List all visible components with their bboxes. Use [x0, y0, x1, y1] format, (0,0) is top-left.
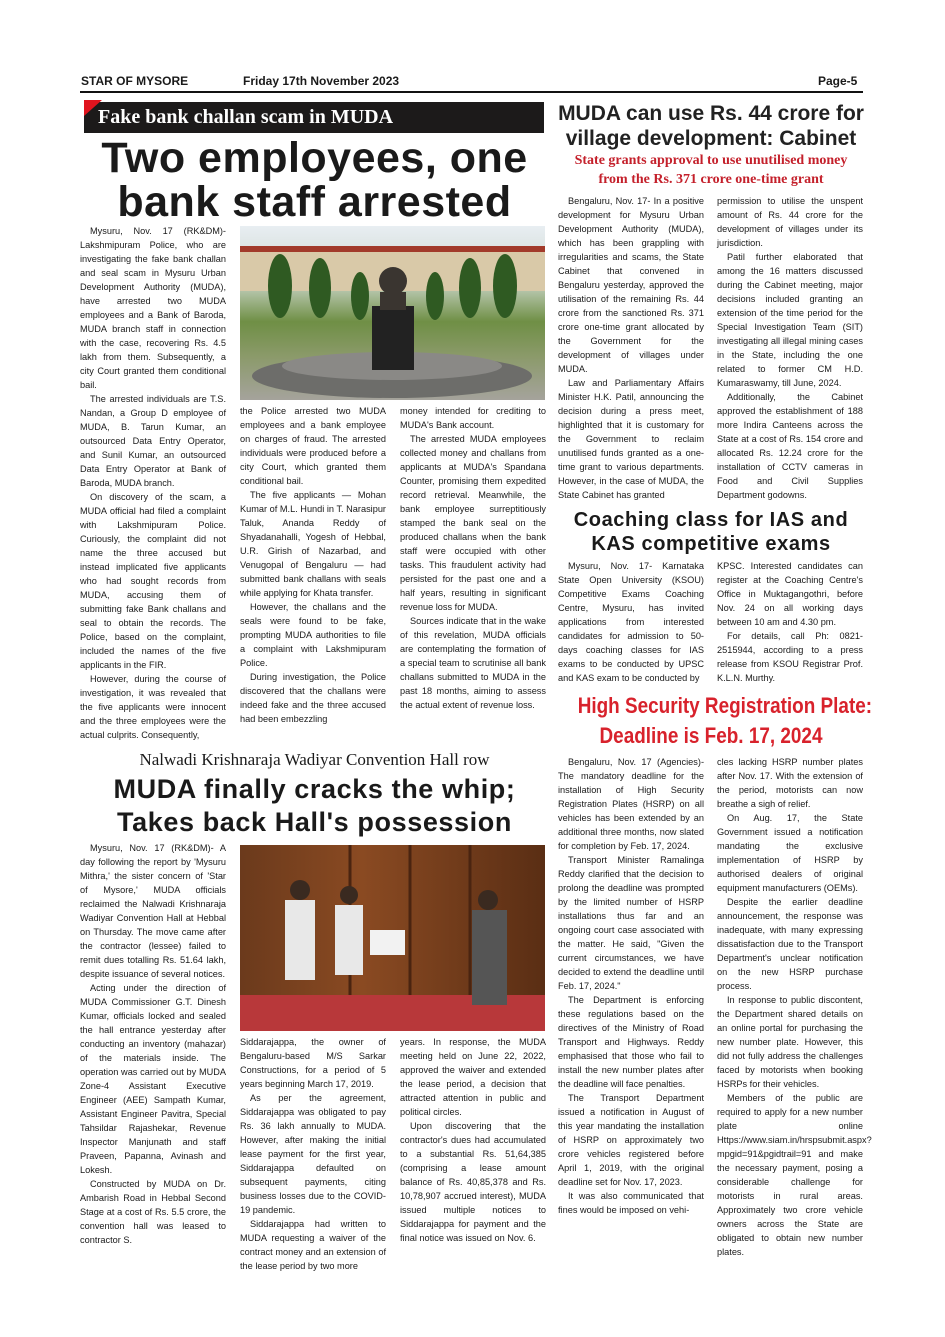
article5-col1 [80, 841, 226, 1265]
article3-col1 [558, 559, 704, 685]
paragraph: The Department is enforcing these regulations based on the directives of the Ministry of Road Transport and Highways. Reddy emphasised that those who fail to install the new number plates after the deadline will face penalties. [558, 995, 704, 1089]
header-rule [80, 91, 863, 93]
article1-headline-line1: Two employees, one [101, 134, 528, 182]
paragraph: Patil further elaborated that among the 16 matters discussed during the Cabinet meeting, major decisions included granting an extension of the time period for the Special Investigation Team (SIT) investigating all illegal mining cases in the State, including the one related to former CM H.D. Kumaraswamy, till June, 2024. [717, 252, 863, 388]
paragraph: money intended for crediting to MUDA's Bank account. [400, 406, 546, 430]
article5-headline-line1: MUDA finally cracks the whip; [113, 774, 516, 804]
article4-col2 [717, 755, 872, 1265]
article4-headline-line2: Deadline is Feb. 17, 2024 [599, 723, 823, 748]
red-corner-mark [84, 100, 102, 116]
article3-headline-line1: Coaching class for IAS and [573, 509, 849, 531]
paragraph: However, the challans and the seals were found to be fake, prompting MUDA authorities to file a complaint with Lakshmipuram Police. [240, 602, 386, 668]
page-number: Page-5 [818, 74, 858, 88]
photo-hall-sealing-graphic [240, 845, 545, 1031]
paragraph: Upon discovering that the contractor's dues had accumulated to a substantial Rs. 51,64,385 (comprising a lease amount balance of Rs. 40,85,378 and Rs. 10,78,907 accrued interest), MUDA issued multiple notices to Siddarajappa for payment and the final notice was issued on Nov. 6. [400, 1121, 546, 1243]
paragraph: Siddarajappa had written to MUDA requesting a waiver of the contract money and an extension of the lease period by two more [240, 1219, 386, 1271]
paragraph: The Transport Department issued a notification in August of this year mandating the installation of HSRP on approximately two crore vehicles registered before April 1, 2019, with the original deadline set for Nov. 17, 2023. [558, 1093, 704, 1187]
photo-muda-office-statue [240, 226, 545, 400]
paragraph: The arrested individuals are T.S. Nandan, a Group D employee of MUDA, B. Tarun Kumar, an outsourced Data Entry Operator, and Sunil Kumar, an outsourced Data Entry Operator at Bank of Baroda, MUDA branch. [80, 394, 226, 488]
article1-headline-line2: bank staff arrested [117, 178, 512, 226]
paragraph: Mysuru, Nov. 17- Karnataka State Open University (KSOU) Competitive Exams Coaching Centre, Mysuru, has invited applications from interested candidates for admission to 50-days coaching classes for IAS exams to be conducted by UPSC and KAS exam to be conducted by [558, 561, 704, 683]
paragraph: the Police arrested two MUDA employees and a bank employee on charges of fraud. The arrested individuals were produced before a city Court, which granted them conditional bail. [240, 406, 386, 486]
paragraph: Bengaluru, Nov. 17- In a positive development for Mysuru Urban Development Authority (MUDA), which has been grappling with irregularities and scams, the State Cabinet that convened in Bengaluru yesterday, approved the utilisation of the remaining Rs. 44 crore from the sanctioned Rs. 371 crore one-time grant allocated by the Government for the development of villages under MUDA. [558, 196, 704, 374]
paragraph: The five applicants — Mohan Kumar of M.L. Hundi in T. Narasipur Taluk, Ananda Reddy of Shyadanahalli, Yogesh of Hebbal, U.R. Girish of Nazarbad, and Venugopal of Bengaluru — had submitted bank challans with seals while applying for Khata transfer. [240, 490, 386, 598]
article2-headline-line2: village development: Cabinet [565, 127, 857, 150]
newspaper-name: STAR OF MYSORE [81, 74, 189, 88]
paragraph: On Aug. 17, the State Government issued a notification mandating the exclusive implementation of HSRP by authorised dealers of original equipment manufacturers (OEMs). [717, 813, 863, 893]
photo-hall-sealing [240, 845, 545, 1031]
article2-col2 [717, 194, 863, 504]
paragraph: The arrested MUDA employees collected money and challans from applicants at MUDA's Spandana Counter, promising them expedited record retrieval. Meanwhile, the bank employee surreptitiously stamped the bank seal on the produced challans when the bank staff were occupied with other tasks. This fraudulent activity had persisted for the past one and a half years, resulting in significant revenue loss for MUDA. [400, 434, 546, 612]
paragraph: years. In response, the MUDA meeting held on June 22, 2022, approved the waiver and extended the lease period, a decision that attracted attention in public and political circles. [400, 1037, 546, 1117]
paragraph: Acting under the direction of MUDA Commissioner G.T. Dinesh Kumar, officials locked and sealed the hall entrance yesterday after conducting an inventory (mahazar) of the materials inside. The operation was carried out by MUDA Zone-4 Assistant Executive Engineer (AEE) Sampath Kumar, Assistant Engineer Pavitra, Special Tahsildar Rajashekar, Revenue Inspector Manjunath and staff Praveen, Papanna, Avinash and Lokesh. [80, 983, 226, 1175]
paragraph: In response to public discontent, the Department shared details on an online portal for purchasing the new number plate. However, this did not fully address the challenges faced by motorists when booking HSRPs for their vehicles. [717, 995, 863, 1089]
paragraph: Despite the earlier deadline announcement, the response was inadequate, with many expressing dissatisfaction due to the Transport Department's unclear notification on the new HSRP purchase process. [717, 897, 863, 991]
paragraph: permission to utilise the unspent amount of Rs. 44 crore for the development of villages under its jurisdiction. [717, 196, 863, 248]
issue-date: Friday 17th November 2023 [243, 74, 400, 88]
article2-headline-line1: MUDA can use Rs. 44 crore for [558, 102, 864, 125]
paragraph: Sources indicate that in the wake of this revelation, MUDA officials are contemplating the formation of a special team to scrutinise all bank challans submitted to MUDA in the past 18 months, aiming to assess the actual extent of revenue loss. [400, 616, 546, 710]
article4-headline-line1: High Security Registration Plate: [577, 693, 873, 718]
paragraph: Members of the public are required to apply for a new number plate online Https://www.siam.in/hrspsubmit.aspx?mpgid=91&pgidtrail=91 and make the necessary payment, posing a considerable challenge for motorists in rural areas. Approximately two crore vehicle owners across the State are obligated to obtain new number plates. [717, 1093, 872, 1257]
article2-col1 [558, 194, 704, 504]
paragraph: Law and Parliamentary Affairs Minister H.K. Patil, announcing the decision during a press meet, highlighted that it is customary for the Government to reclaim unutilised funds granted as a one-time grant to various departments. However, in the case of MUDA, the State Cabinet has granted [558, 378, 704, 500]
paragraph: Additionally, the Cabinet approved the establishment of 188 more Indira Canteens across the State at a cost of Rs. 154 crore and allocated Rs. 12.24 crore for the installation of CCTV cameras in Food and Civil Supplies Department godowns. [717, 392, 863, 500]
paragraph: Bengaluru, Nov. 17 (Agencies)- The mandatory deadline for the installation of High Security Registration Plates (HSRP) on all vehicles has been extended by an additional three months, now slated for completion by Feb. 17, 2024. [558, 757, 704, 851]
paragraph: Siddarajappa, the owner of Bengaluru-based M/S Sarkar Constructions, for a period of 5 years beginning March 17, 2019. [240, 1037, 386, 1089]
paragraph: Mysuru, Nov. 17 (RK&DM)- A day following the report by 'Mysuru Mithra,' the sister concern of 'Star of Mysore,' MUDA officials reclaimed the Nalwadi Krishnaraja Wadiyar Convention Hall at Hebbal on Thursday. The move came after the contractor (lessee) failed to remit dues totalling Rs. 51.64 lakh, despite issuance of several notices. [80, 843, 226, 979]
paragraph: cles lacking HSRP number plates after Nov. 17. With the extension of the period, motorists can now breathe a sigh of relief. [717, 757, 863, 809]
photo-muda-office-statue-graphic [240, 226, 545, 400]
paragraph: During investigation, the Police discovered that the challans were indeed fake and the three accused had been embezzling [240, 672, 386, 724]
article5-col3 [400, 1035, 546, 1265]
paragraph: KPSC. Interested candidates can register at the Coaching Centre's Office in Muktagangothri, before Nov. 24 on all working days between 10 am and 4.30 pm. [717, 561, 863, 627]
paragraph: For details, call Ph: 0821-2515944, according to a press release from KSOU Registrar Prof. K.L.N. Murthy. [717, 631, 863, 683]
paragraph: However, during the course of investigation, it was revealed that the five applicants were innocent and the three employees were the actual culprits. Consequently, [80, 674, 226, 740]
paragraph: Mysuru, Nov. 17 (RK&DM)- Lakshmipuram Police, who are investigating the fake bank challan and seal scam in Mysuru Urban Development Authority (MUDA), have arrested two MUDA employees and a Bank of Baroda, MUDA branch staff in connection with the case, recovering Rs. 4.5 lakh from them. Subsequently, a city Court granted them conditional bail. [80, 226, 226, 390]
article3-col2 [717, 559, 863, 685]
paragraph: It was also communicated that fines would be imposed on vehi- [558, 1191, 704, 1215]
article1-col2 [240, 404, 386, 742]
article5-headline-line2: Takes back Hall's possession [117, 807, 512, 837]
article2-subhead-line2: from the Rs. 371 crore one-time grant [598, 172, 824, 187]
article1-kicker: Fake bank challan scam in MUDA [84, 102, 544, 133]
paragraph: As per the agreement, Siddarajappa was obligated to pay Rs. 36 lakh annually to MUDA. However, after making the initial lease payment for the first year, Siddarajappa defaulted on subsequent payments, citing business losses due to the COVID-19 pandemic. [240, 1093, 386, 1215]
article1-col3 [400, 404, 546, 742]
paragraph: Constructed by MUDA on Dr. Ambarish Road in Hebbal Second Stage at a cost of Rs. 5.5 crore, the convention hall was leased to contractor S. [80, 1179, 226, 1245]
article2-subhead-line1: State grants approval to use unutilised money [574, 153, 848, 168]
article4-col1 [558, 755, 704, 1265]
paragraph: Transport Minister Ramalinga Reddy clarified that the decision to prolong the deadline was prompted by the limited number of HSRP installations thus far and an ongoing court case associated with the matter. He said, "Given the current circumstances, we have decided to extend the deadline until Feb. 17, 2024." [558, 855, 704, 991]
article5-kicker: Nalwadi Krishnaraja Wadiyar Convention Hall row [139, 750, 490, 769]
article1-col1 [80, 224, 226, 742]
paragraph: On discovery of the scam, a MUDA official had filed a complaint with Lakshmipuram Police. Curiously, the complaint did not name the three accused but instead implicated five applicants who had sought records from MUDA, accusing them of submitting fake Bank challans and seal to obtain the records. The Police, based on the complaint, included the names of the five applicants in the FIR. [80, 492, 226, 670]
article3-headline-line2: KAS competitive exams [591, 533, 831, 555]
article5-col2 [240, 1035, 386, 1271]
